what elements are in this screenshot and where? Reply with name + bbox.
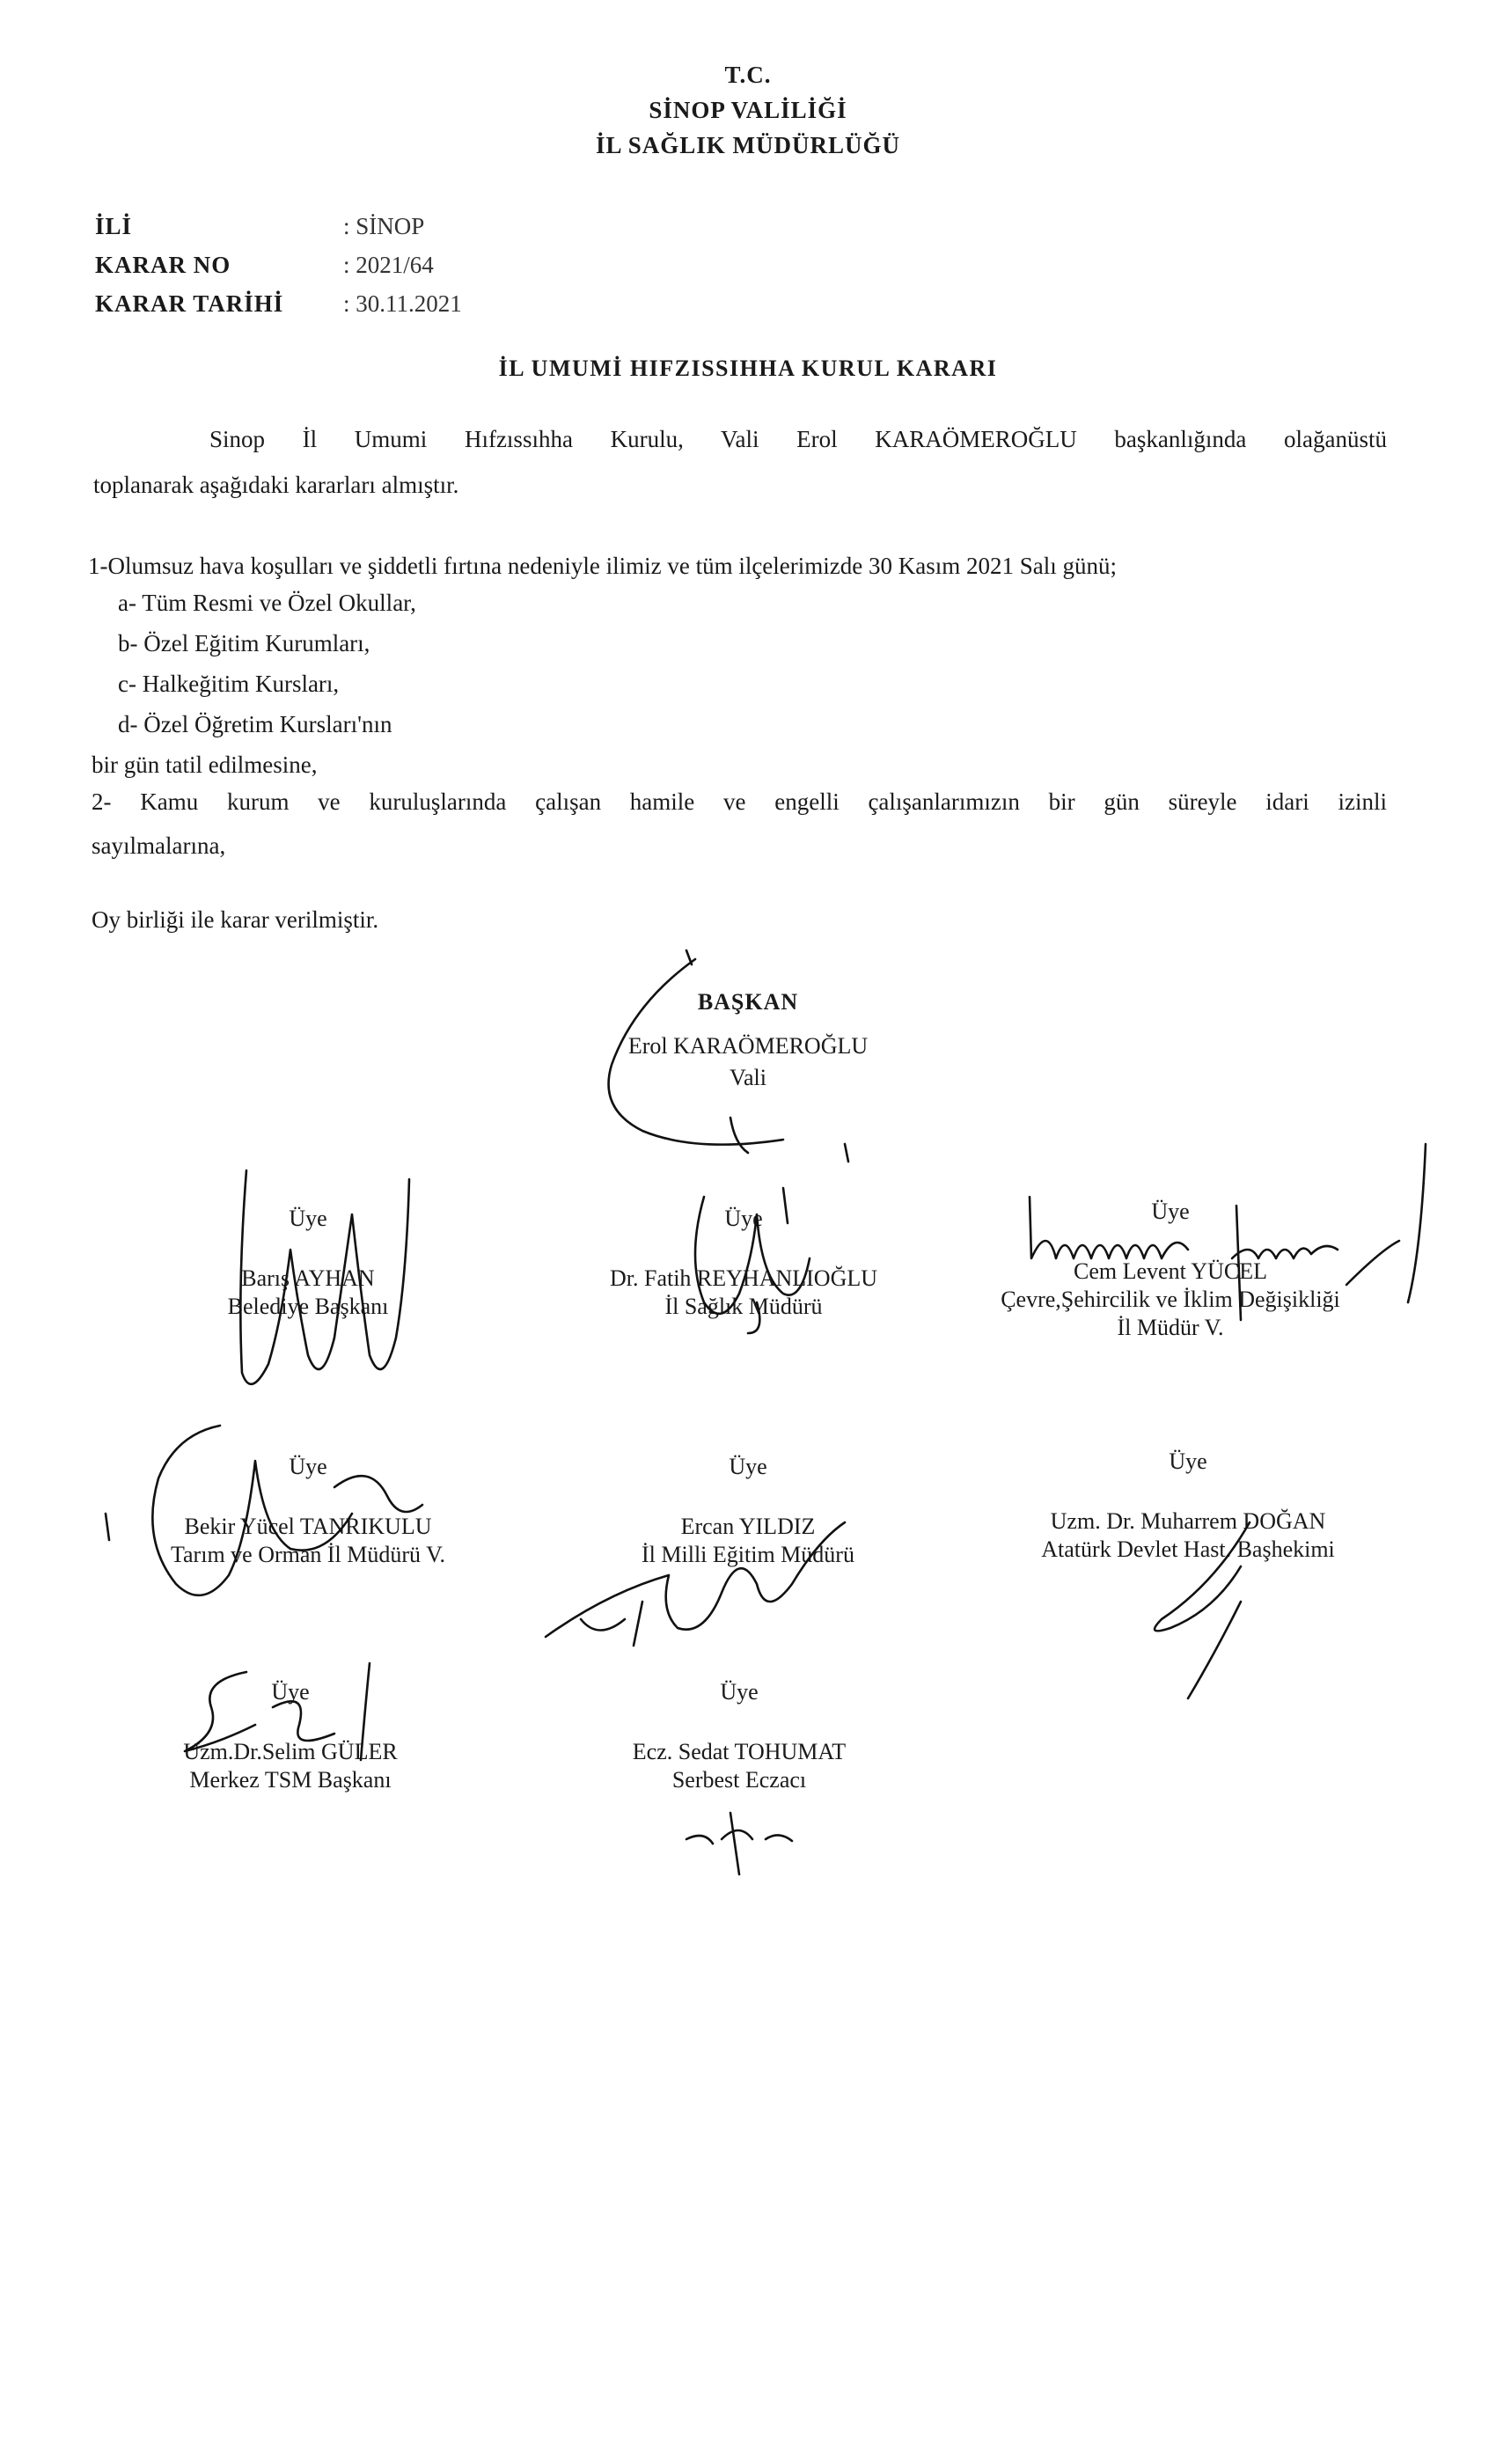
member-3-label: Üye	[1151, 1199, 1190, 1224]
meta-decision-no-value: : 2021/64	[343, 252, 434, 278]
member-2-name: Dr. Fatih REYHANLIOĞLU	[609, 1265, 878, 1291]
member-3-role-2: İl Müdür V.	[1117, 1315, 1224, 1340]
intro-line-1: Sinop İl Umumi Hıfzıssıhha Kurulu, Vali Erol KARAÖMEROĞLU başkanlığında olağanüstü	[209, 426, 1387, 452]
member-7-name: Uzm.Dr.Selim GÜLER	[183, 1739, 398, 1764]
document-title: İL UMUMİ HIFZISSIHHA KURUL KARARI	[498, 356, 998, 381]
decision-2-line-2: sayılmalarına,	[92, 832, 226, 859]
decision-1-item-a: a- Tüm Resmi ve Özel Okullar,	[118, 590, 416, 616]
header-directorate: İL SAĞLIK MÜDÜRLÜĞÜ	[595, 132, 901, 158]
member-3-name: Cem Levent YÜCEL	[1074, 1258, 1267, 1284]
member-5-role: İl Milli Eğitim Müdürü	[642, 1542, 854, 1567]
member-6-signature	[1109, 1496, 1338, 1707]
member-8-name: Ecz. Sedat TOHUMAT	[632, 1739, 847, 1764]
decision-1-item-c: c- Halkeğitim Kursları,	[118, 671, 340, 697]
member-8	[546, 1679, 933, 1793]
member-5-label: Üye	[729, 1454, 767, 1479]
chair-title: BAŞKAN	[697, 989, 799, 1015]
chair-signature	[581, 942, 898, 1170]
unanimous-statement: Oy birliği ile karar verilmiştir.	[92, 906, 379, 933]
member-4-signature	[70, 1408, 458, 1619]
intro-line-2: toplanarak aşağıdaki kararları almıştır.	[93, 472, 459, 498]
member-3-role: Çevre,Şehircilik ve İklim Değişikliği	[1001, 1287, 1340, 1312]
member-2-label: Üye	[724, 1206, 763, 1231]
member-1-signature	[220, 1144, 449, 1408]
meta-decision-date-value: : 30.11.2021	[343, 290, 462, 317]
header-governorship: SİNOP VALİLİĞİ	[649, 97, 847, 123]
member-7-signature	[167, 1654, 396, 1795]
member-1-role: Belediye Başkanı	[227, 1294, 389, 1319]
meta-decision-date-label: KARAR TARİHİ	[95, 290, 284, 317]
member-7-label: Üye	[271, 1679, 310, 1705]
meta-province-value: : SİNOP	[343, 213, 425, 239]
member-1-label: Üye	[289, 1206, 327, 1231]
member-7-role: Merkez TSM Başkanı	[189, 1767, 392, 1793]
member-8-signature	[669, 1804, 810, 1883]
member-6-name: Uzm. Dr. Muharrem DOĞAN	[1050, 1508, 1326, 1534]
decision-1-item-b: b- Özel Eğitim Kurumları,	[118, 630, 370, 656]
decision-2-line-1: 2- Kamu kurum ve kuruluşlarında çalışan hamile ve engelli çalışanlarımızın bir gün süreyle idari izinli	[92, 788, 1387, 815]
member-4-label: Üye	[289, 1454, 327, 1479]
member-8-role: Serbest Eczacı	[671, 1767, 807, 1793]
meta-province-label: İLİ	[95, 213, 133, 239]
decision-1-item-d: d- Özel Öğretim Kursları'nın	[118, 711, 392, 737]
member-6-role: Atatürk Devlet Hast. Başhekimi	[1041, 1536, 1335, 1562]
decision-1-closing: bir gün tatil edilmesine,	[92, 752, 318, 778]
member-3-signature	[1021, 1109, 1434, 1355]
member-2-signature	[669, 1162, 862, 1338]
member-5-name: Ercan YILDIZ	[680, 1514, 816, 1539]
member-4-role: Tarım ve Orman İl Müdürü V.	[170, 1542, 446, 1567]
member-1-name: Barış AYHAN	[241, 1265, 375, 1291]
member-6-label: Üye	[1169, 1448, 1207, 1474]
chair-name: Erol KARAÖMEROĞLU	[627, 1033, 869, 1059]
member-8-label: Üye	[720, 1679, 759, 1705]
meta-decision-no-label: KARAR NO	[95, 252, 231, 278]
header-tc: T.C.	[724, 62, 772, 88]
member-5-signature	[528, 1487, 915, 1663]
decision-1-line: 1-Olumsuz hava koşulları ve şiddetli fırtına nedeniyle ilimiz ve tüm ilçelerimizde 30 Kasım 2021 Salı günü;	[88, 553, 1117, 579]
member-4-name: Bekir Yücel TANRIKULU	[184, 1514, 432, 1539]
chair-role: Vali	[730, 1065, 766, 1090]
member-2-role: İl Sağlık Müdürü	[664, 1294, 823, 1319]
